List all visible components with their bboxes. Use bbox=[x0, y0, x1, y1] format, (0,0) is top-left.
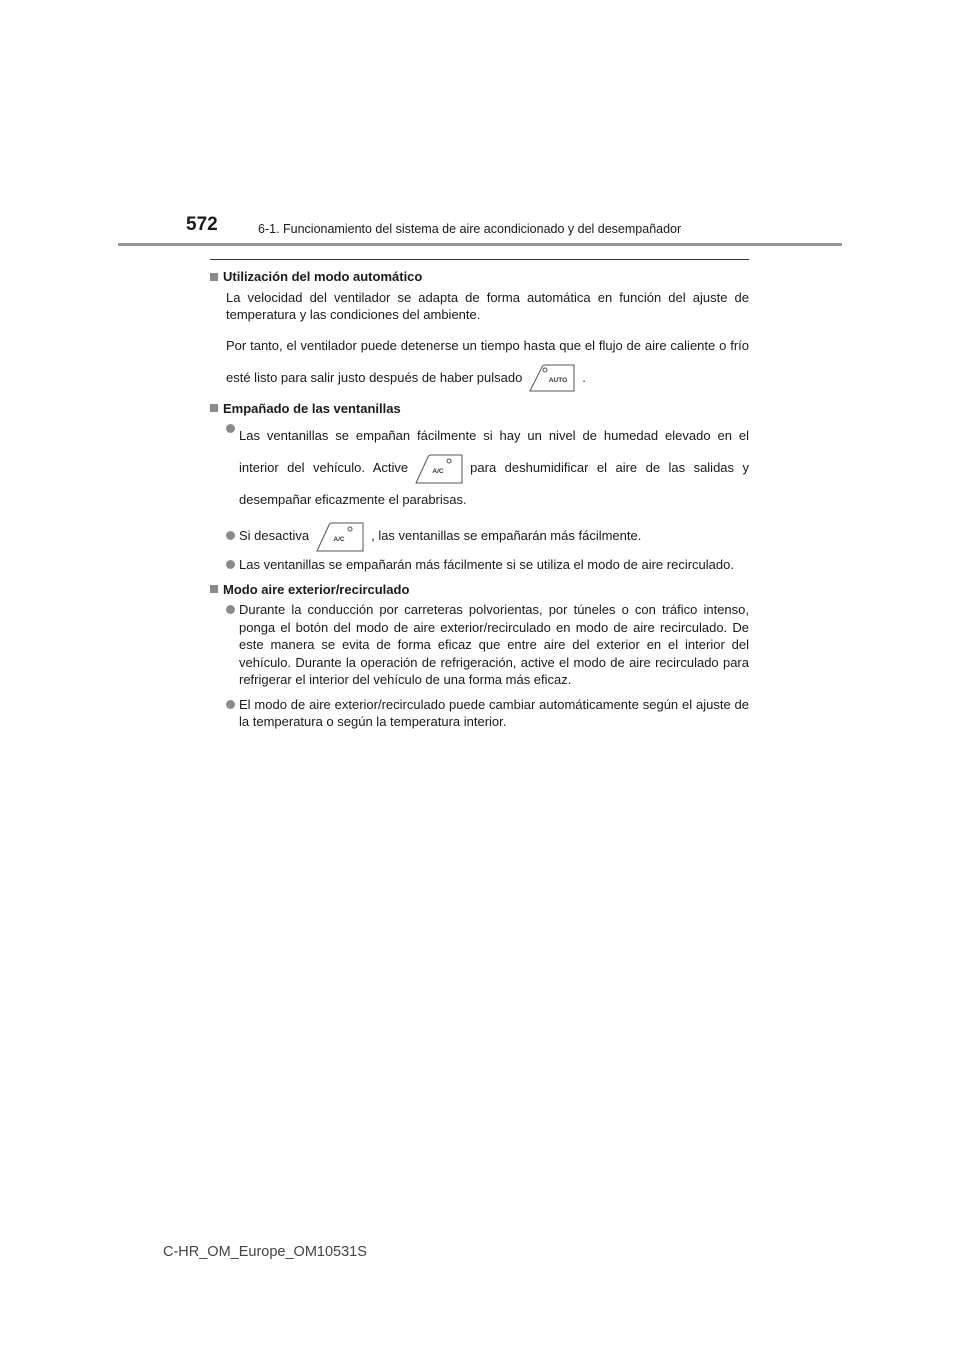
circle-bullet-icon bbox=[226, 700, 235, 709]
section-title-text: Utilización del modo automático bbox=[223, 269, 423, 284]
list-item-text: El modo de aire exterior/recirculado puede cambiar automáticamente según el ajuste de la temperatura o según la temperatura interior. bbox=[239, 696, 749, 729]
list-item bbox=[226, 520, 749, 552]
list-item bbox=[226, 556, 749, 574]
section-title bbox=[210, 581, 749, 599]
section-title-text: Modo aire exterior/recirculado bbox=[223, 581, 410, 597]
ac-button-label: A/C bbox=[432, 467, 444, 475]
list-item bbox=[226, 420, 749, 516]
paragraph-text: . bbox=[582, 369, 586, 385]
list-item-text: Si desactiva bbox=[239, 528, 310, 543]
square-bullet-icon bbox=[210, 404, 218, 412]
section-rule bbox=[210, 259, 749, 260]
chapter-title: 6-1. Funcionamiento del sistema de aire acondicionado y del desempañador bbox=[258, 222, 682, 236]
list-item-text: Las ventanillas se empañan fácilmente si hay un nivel de humedad elevado en el interior del vehículo. Active bbox=[239, 428, 749, 475]
section-title bbox=[210, 400, 749, 418]
circle-bullet-icon bbox=[226, 424, 235, 433]
list-item-text: para deshumidificar el aire de las salidas y desempañar eficazmente el parabrisas. bbox=[239, 460, 749, 507]
ac-button-icon bbox=[315, 522, 365, 552]
section-title bbox=[210, 268, 749, 286]
document-id: C-HR_OM_Europe_OM10531S bbox=[163, 1244, 367, 1260]
page-number: 572 bbox=[186, 214, 218, 235]
paragraph-text: Por tanto, el ventilador puede detenerse un tiempo hasta que el flujo de aire caliente o frío esté listo para salir justo después de haber pulsado bbox=[226, 337, 749, 385]
section-window-fogging bbox=[210, 400, 749, 574]
section-title-text: Empañado de las ventanillas bbox=[223, 400, 401, 416]
circle-bullet-icon bbox=[226, 605, 235, 614]
list-item-text: Las ventanillas se empañarán más fácilmente si se utiliza el modo de aire recirculado. bbox=[239, 557, 734, 572]
content bbox=[210, 268, 749, 738]
auto-button-icon bbox=[528, 364, 576, 392]
ac-button-icon bbox=[414, 454, 464, 484]
header-rule bbox=[118, 243, 842, 246]
list-item bbox=[226, 601, 749, 689]
auto-button-label: AUTO bbox=[549, 377, 568, 385]
square-bullet-icon bbox=[210, 273, 218, 281]
list-item bbox=[226, 696, 749, 731]
paragraph: La velocidad del ventilador se adapta de forma automática en función del ajuste de temperatura y las condiciones del ambiente. bbox=[226, 289, 749, 322]
list-item-text: Durante la conducción por carreteras polvorientas, por túneles o con tráfico intenso, ponga el botón del modo de aire exterior/recirculado en modo de aire recirculado. De este manera se evita de forma eficaz que entre aire del exterior en el interior del vehículo. Durante la operación de refrigeración, active el modo de aire recirculado para refrigerar el interior del vehículo de una forma más eficaz. bbox=[239, 602, 749, 687]
list-item-text: , las ventanillas se empañarán más fácilmente. bbox=[371, 528, 642, 543]
paragraph bbox=[226, 330, 749, 394]
circle-bullet-icon bbox=[226, 531, 235, 540]
section-auto-mode bbox=[210, 268, 749, 394]
ac-button-label: A/C bbox=[333, 535, 345, 543]
square-bullet-icon bbox=[210, 585, 218, 593]
circle-bullet-icon bbox=[226, 560, 235, 569]
section-recirculation bbox=[210, 581, 749, 731]
